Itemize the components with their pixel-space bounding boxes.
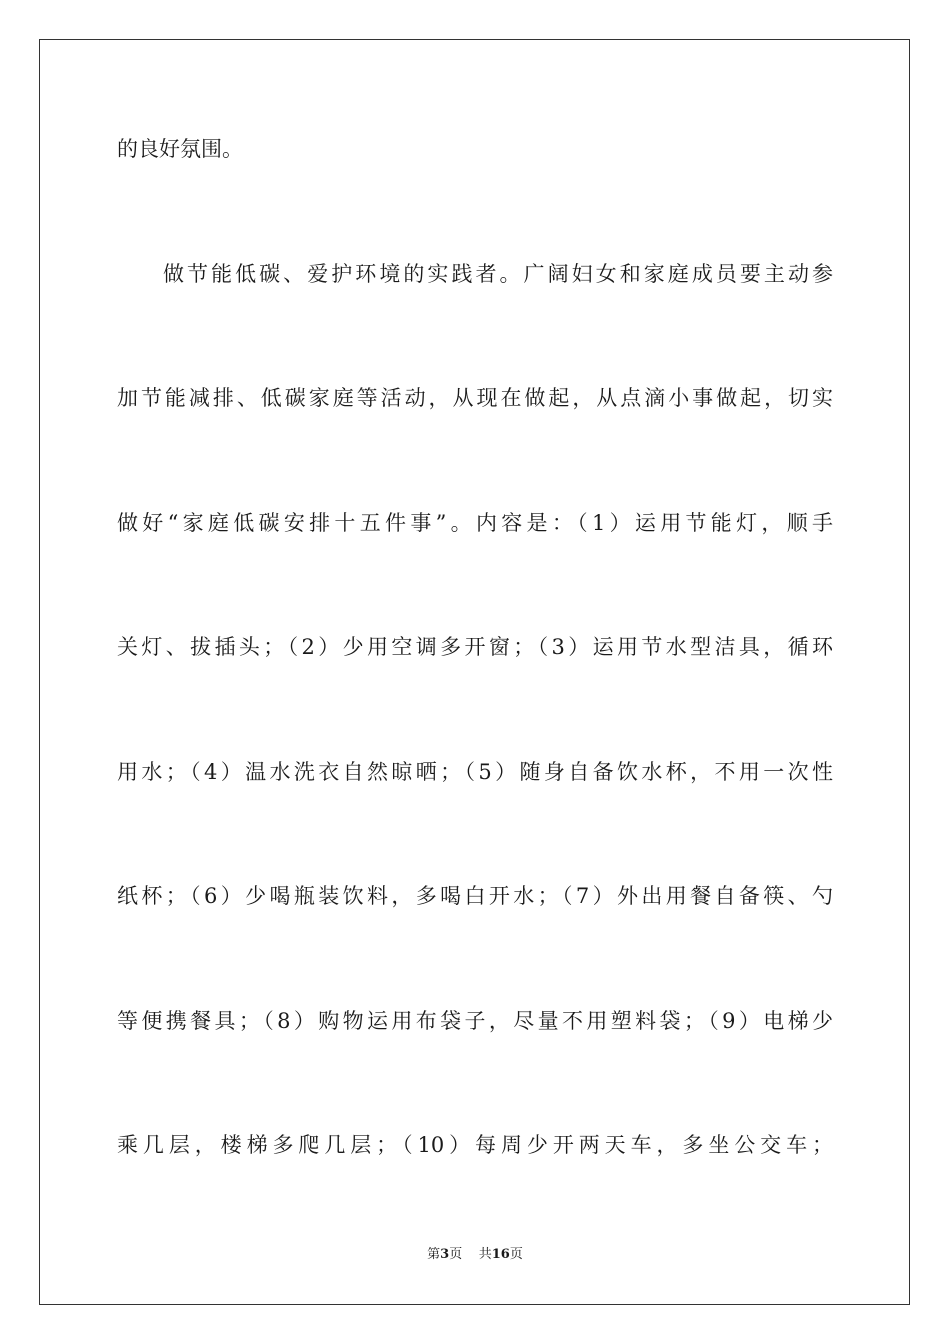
text-line: 加节能减排、低碳家庭等活动，从现在做起，从点滴小事做起，切实 xyxy=(117,386,833,410)
text-line: 的良好氛围。 xyxy=(117,137,243,161)
text-line: 乘几层，楼梯多爬几层；（10）每周少开两天车，多坐公交车； xyxy=(117,1133,833,1157)
page-prefix: 第 xyxy=(427,1247,441,1262)
text-line: 用水；（4）温水洗衣自然晾晒；（5）随身自备饮水杯，不用一次性 xyxy=(117,760,833,784)
page-suffix: 页 xyxy=(449,1247,463,1262)
total-prefix: 共 xyxy=(478,1247,492,1262)
total-suffix: 页 xyxy=(509,1247,523,1262)
paragraph-first-line: 做节能低碳、爱护环境的实践者。广阔妇女和家庭成员要主动参 xyxy=(163,262,833,286)
page-footer xyxy=(0,1246,950,1264)
page-number: 3 xyxy=(440,1247,450,1262)
text-line: 等便携餐具；（8）购物运用布袋子，尽量不用塑料袋；（9）电梯少 xyxy=(117,1009,833,1033)
text-line: 做好“家庭低碳安排十五件事”。内容是：（1）运用节能灯，顺手 xyxy=(117,511,833,535)
total-pages: 16 xyxy=(491,1247,510,1262)
text-line: 纸杯；（6）少喝瓶装饮料，多喝白开水；（7）外出用餐自备筷、勺 xyxy=(117,884,833,908)
text-line: 关灯、拔插头；（2）少用空调多开窗；（3）运用节水型洁具，循环 xyxy=(117,635,833,659)
page-border xyxy=(39,39,910,1305)
